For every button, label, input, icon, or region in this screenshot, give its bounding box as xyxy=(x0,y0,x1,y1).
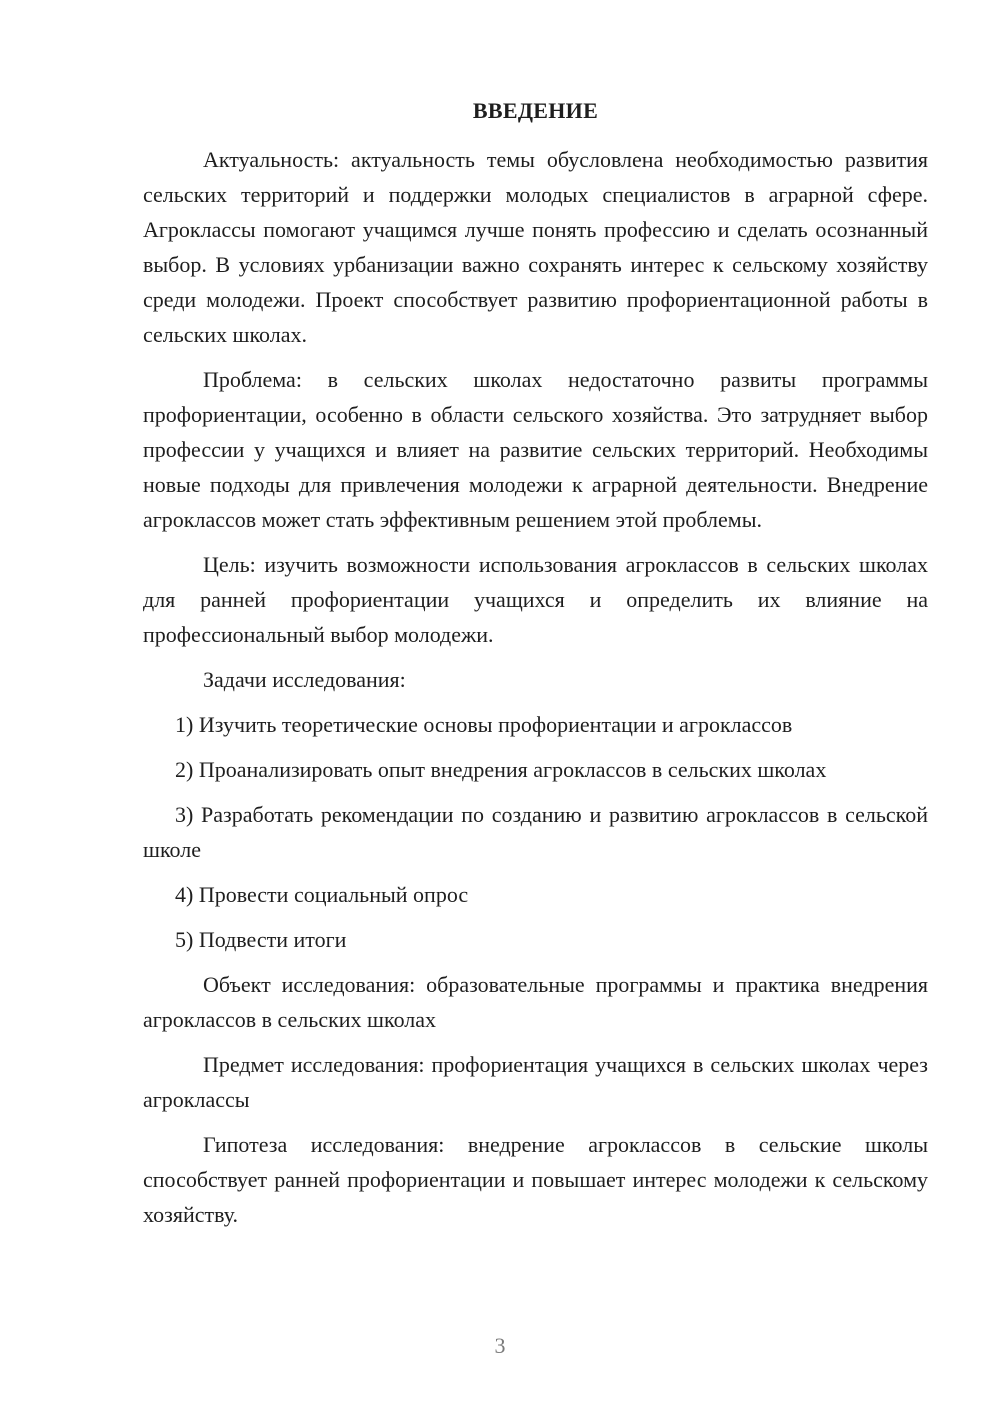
document-page xyxy=(143,93,928,1242)
task-item: 1) Изучить теоретические основы профориентации и агроклассов xyxy=(175,712,793,737)
task-item: 4) Провести социальный опрос xyxy=(175,882,469,907)
hypothesis-paragraph: Гипотеза исследования: внедрение агроклассов в сельские школы способствует ранней профориентации и повышает интерес молодежи к сельскому хозяйству. xyxy=(143,1132,928,1227)
task-list xyxy=(143,707,928,957)
task-item: 5) Подвести итоги xyxy=(175,927,347,952)
task-item: 2) Проанализировать опыт внедрения агроклассов в сельских школах xyxy=(175,757,827,782)
page-number: 3 xyxy=(494,1333,506,1358)
relevance-paragraph: Актуальность: актуальность темы обусловлена необходимостью развития сельских территорий и поддержки молодых специалистов в аграрной сфере. Агроклассы помогают учащимся лучше понять профессию и сделать осознанный выбор. В условиях урбанизации важно сохранять интерес к сельскому хозяйству среди молодежи. Проект способствует развитию профориентационной работы в сельских школах. xyxy=(143,147,928,347)
object-paragraph: Объект исследования: образовательные программы и практика внедрения агроклассов в сельских школах xyxy=(143,972,928,1032)
tasks-heading: Задачи исследования: xyxy=(203,667,406,692)
subject-paragraph: Предмет исследования: профориентация учащихся в сельских школах через агроклассы xyxy=(143,1052,928,1112)
task-item: 3) Разработать рекомендации по созданию и развитию агроклассов в сельской школе xyxy=(143,802,928,862)
goal-paragraph: Цель: изучить возможности использования агроклассов в сельских школах для ранней профориентации учащихся и определить их влияние на профессиональный выбор молодежи. xyxy=(143,552,928,647)
problem-paragraph: Проблема: в сельских школах недостаточно развиты программы профориентации, особенно в области сельского хозяйства. Это затрудняет выбор профессии у учащихся и влияет на развитие сельских территорий. Необходимы новые подходы для привлечения молодежи к аграрной деятельности. Внедрение агроклассов может стать эффективным решением этой проблемы. xyxy=(143,367,928,532)
section-title: ВВЕДЕНИЕ xyxy=(472,98,599,123)
